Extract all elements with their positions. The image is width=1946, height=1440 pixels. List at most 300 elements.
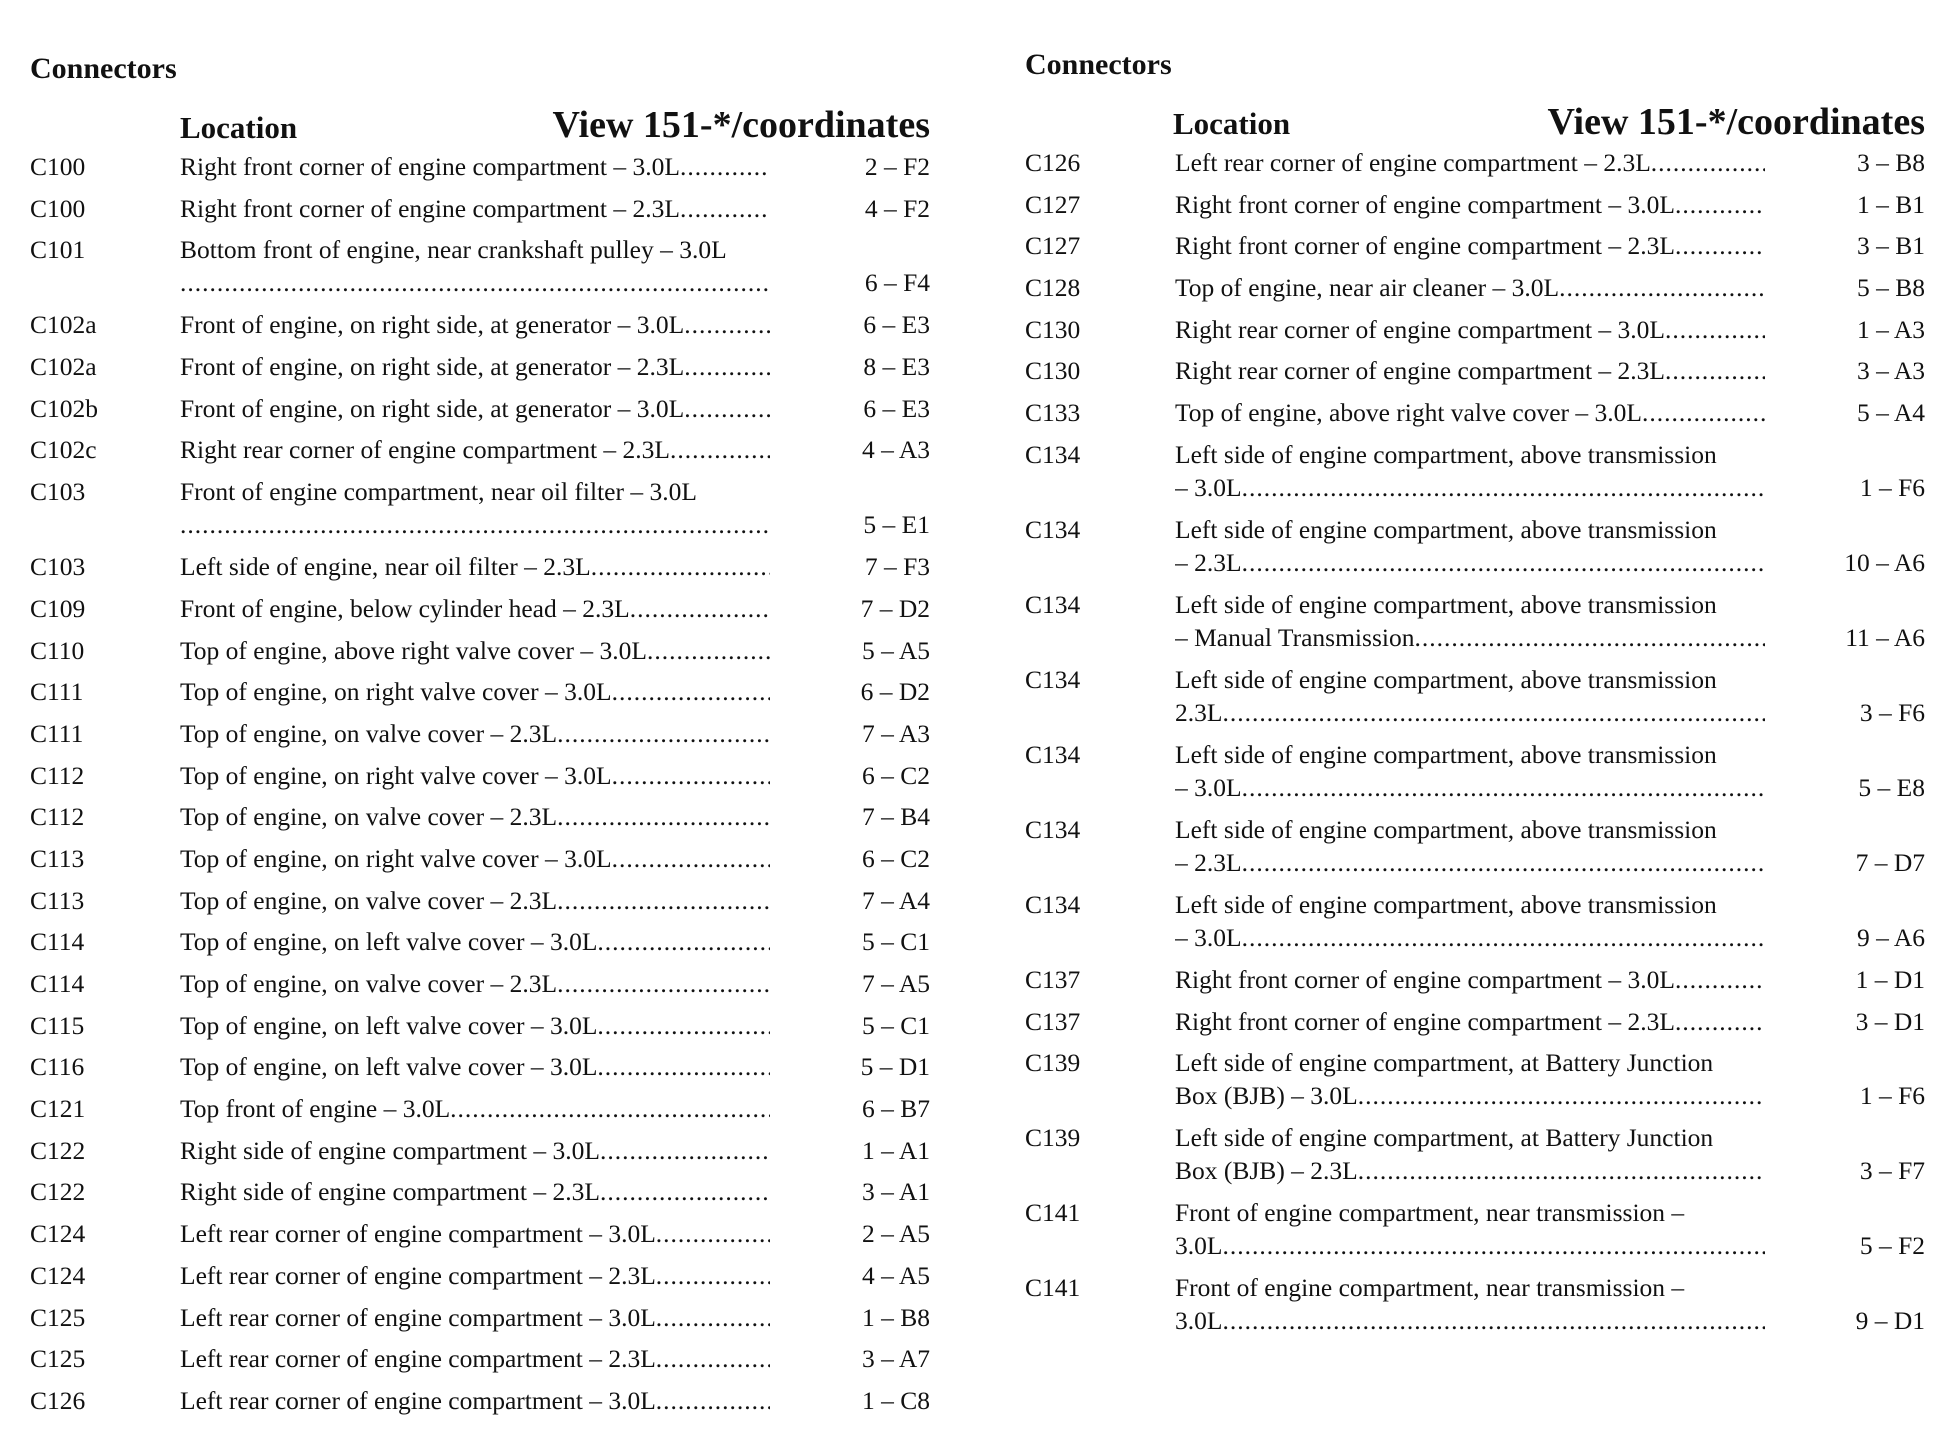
view-coordinate: 3 – A7 [861, 1344, 930, 1374]
location-text: Top front of engine – 3.0L [180, 1094, 451, 1124]
connector-row [30, 350, 930, 392]
view-coordinate: 6 – E3 [863, 393, 930, 423]
dot-leader [597, 925, 770, 958]
dot-leader [1665, 354, 1765, 387]
section-heading: Connectors [1025, 48, 1172, 81]
connector-id: C134 [1025, 439, 1081, 469]
dot-leader [647, 634, 770, 667]
connector-row [30, 717, 930, 759]
location-line [180, 550, 770, 583]
location-text: Right side of engine compartment – 2.3L [180, 1177, 600, 1207]
connector-location [180, 392, 770, 425]
view-coordinate: 5 – C1 [861, 927, 930, 957]
location-line [1175, 396, 1765, 429]
dot-leader [1222, 696, 1765, 729]
connector-location [1175, 229, 1765, 262]
location-line [180, 759, 770, 792]
connector-location [1175, 271, 1765, 304]
location-line [180, 508, 770, 541]
connector-id: C127 [1025, 231, 1081, 261]
connector-id: C141 [1025, 1273, 1081, 1303]
connector-location [1175, 963, 1765, 996]
location-line [1175, 813, 1765, 846]
connector-location [180, 842, 770, 875]
location-line [1175, 1154, 1765, 1187]
connector-location [1175, 1196, 1765, 1262]
dot-leader [1242, 846, 1765, 879]
location-text: Top of engine, on right valve cover – 3.0L [180, 677, 612, 707]
location-text: Top of engine, above right valve cover – 3.0L [1175, 398, 1642, 428]
location-line [1175, 921, 1765, 954]
location-text: Right front corner of engine compartment – 3.0L [1175, 964, 1675, 994]
dot-leader [180, 266, 770, 299]
dot-leader [656, 1384, 770, 1417]
view-coordinate: 5 – D1 [860, 1052, 930, 1082]
connector-location [180, 1175, 770, 1208]
location-text: Right rear corner of engine compartment – 2.3L [1175, 356, 1665, 386]
connector-row [30, 150, 930, 192]
connector-list [30, 150, 930, 1426]
view-coordinate: 6 – B7 [861, 1094, 930, 1124]
location-line [1175, 771, 1765, 804]
location-text: – 3.0L [1175, 772, 1242, 802]
view-coordinates-column-header: View 151-*/coordinates [1547, 101, 1925, 143]
connector-id: C113 [30, 885, 85, 915]
connector-row [1025, 188, 1925, 230]
connector-row [1025, 396, 1925, 438]
view-coordinate: 7 – A4 [861, 885, 930, 915]
dot-leader [656, 1217, 770, 1250]
view-coordinate: 6 – C2 [861, 843, 930, 873]
dot-leader [557, 717, 770, 750]
connector-id: C114 [30, 927, 85, 957]
location-text: Top of engine, on left valve cover – 3.0L [180, 927, 598, 957]
connector-id: C134 [1025, 589, 1081, 619]
connector-row [1025, 271, 1925, 313]
location-text: Left side of engine compartment, above transmission [1175, 514, 1717, 544]
view-coordinate: 2 – F2 [864, 152, 930, 181]
dot-leader [557, 967, 770, 1000]
view-coordinate: 9 – A6 [1856, 922, 1925, 952]
location-line [1175, 1304, 1765, 1337]
view-coordinate: 7 – A3 [861, 718, 930, 748]
view-coordinate: 3 – B1 [1856, 231, 1925, 261]
connector-id: C122 [30, 1177, 86, 1207]
view-coordinate: 2 – A5 [861, 1219, 930, 1249]
connector-row [1025, 738, 1925, 813]
location-text: Right front corner of engine compartment – 2.3L [1175, 1006, 1675, 1036]
location-line [180, 266, 770, 299]
connector-row [30, 967, 930, 1009]
dot-leader [630, 592, 770, 625]
location-line [180, 1134, 770, 1167]
dot-leader [656, 1301, 770, 1334]
connector-id: C102a [30, 352, 97, 382]
connector-row [1025, 813, 1925, 888]
view-coordinate: 1 – D1 [1855, 964, 1925, 994]
connector-id: C127 [1025, 189, 1081, 219]
connector-location [1175, 738, 1765, 804]
location-line [1175, 1229, 1765, 1262]
location-line [180, 884, 770, 917]
connector-row [30, 675, 930, 717]
dot-leader [1675, 963, 1765, 996]
connector-id: C134 [1025, 814, 1081, 844]
location-text: Front of engine compartment, near transmission – [1175, 1198, 1685, 1228]
location-text: Left side of engine compartment, above transmission [1175, 739, 1717, 769]
view-coordinate: 1 – A3 [1856, 314, 1925, 344]
location-line [1175, 663, 1765, 696]
connector-id: C112 [30, 802, 85, 832]
location-text: Left rear corner of engine compartment – 3.0L [180, 1219, 656, 1249]
view-coordinate: 11 – A6 [1845, 622, 1925, 652]
location-line [180, 925, 770, 958]
connector-id: C130 [1025, 314, 1081, 344]
location-line [1175, 738, 1765, 771]
connector-location [180, 634, 770, 667]
connector-location [180, 1134, 770, 1167]
connector-location [1175, 1046, 1765, 1112]
connector-id: C111 [30, 677, 84, 707]
location-line [180, 675, 770, 708]
connector-location [1175, 813, 1765, 879]
dot-leader [1642, 396, 1765, 429]
connector-location [1175, 188, 1765, 221]
connector-location [1175, 588, 1765, 654]
connector-row [30, 925, 930, 967]
location-text: Left side of engine, near oil filter – 2.3L [180, 552, 591, 582]
connector-location [180, 150, 770, 183]
dot-leader [670, 433, 770, 466]
connector-row [30, 1259, 930, 1301]
view-coordinate: 1 – F6 [1859, 472, 1925, 502]
connector-location [1175, 354, 1765, 387]
location-text: Left side of engine compartment, above transmission [1175, 814, 1717, 844]
location-line [180, 475, 770, 508]
location-text: Right rear corner of engine compartment – 3.0L [1175, 314, 1665, 344]
connector-id: C137 [1025, 964, 1081, 994]
view-coordinate: 3 – A1 [861, 1177, 930, 1207]
location-text: Left side of engine compartment, above transmission [1175, 664, 1717, 694]
connector-row [1025, 1005, 1925, 1047]
connector-id: C103 [30, 477, 86, 507]
connector-id: C126 [30, 1385, 86, 1415]
connector-row [30, 433, 930, 475]
dot-leader [656, 1342, 770, 1375]
location-line [1175, 963, 1765, 996]
location-text: Left side of engine compartment, above transmission [1175, 439, 1717, 469]
location-line [1175, 1196, 1765, 1229]
connector-id: C102b [30, 393, 99, 423]
connector-row [1025, 1121, 1925, 1196]
location-text: 3.0L [1175, 1231, 1223, 1261]
connector-location [180, 884, 770, 917]
location-text: Left rear corner of engine compartment – 3.0L [180, 1302, 656, 1332]
connector-location [1175, 313, 1765, 346]
view-coordinate: 7 – B4 [861, 802, 930, 832]
location-text: 3.0L [1175, 1306, 1223, 1336]
location-text: Top of engine, on valve cover – 2.3L [180, 718, 558, 748]
view-coordinate: 1 – A1 [861, 1135, 930, 1165]
connector-id: C102c [30, 435, 97, 465]
connector-row [30, 392, 930, 434]
connector-row [1025, 313, 1925, 355]
location-line [180, 592, 770, 625]
location-line [180, 308, 770, 341]
connector-id: C100 [30, 193, 86, 223]
location-line [1175, 513, 1765, 546]
location-text: Top of engine, on valve cover – 2.3L [180, 802, 558, 832]
location-line [180, 433, 770, 466]
view-coordinate: 5 – C1 [861, 1010, 930, 1040]
dot-leader [1242, 546, 1765, 579]
location-line [1175, 588, 1765, 621]
connector-location [180, 1301, 770, 1334]
location-text: Top of engine, on left valve cover – 3.0L [180, 1010, 598, 1040]
location-text: Box (BJB) – 2.3L [1175, 1156, 1358, 1186]
location-text: – 2.3L [1175, 847, 1242, 877]
location-line [180, 717, 770, 750]
dot-leader [612, 675, 770, 708]
connector-id: C110 [30, 635, 85, 665]
location-line [180, 233, 770, 266]
connector-id: C122 [30, 1135, 86, 1165]
connector-id: C139 [1025, 1123, 1081, 1153]
location-text: Front of engine, below cylinder head – 2.3L [180, 593, 630, 623]
connector-location [180, 759, 770, 792]
location-text: – Manual Transmission [1175, 622, 1415, 652]
dot-leader [684, 350, 770, 383]
connector-row [30, 592, 930, 634]
connector-location [180, 675, 770, 708]
view-coordinate: 5 – A5 [861, 635, 930, 665]
location-text: Top of engine, above right valve cover – 3.0L [180, 635, 647, 665]
location-text: Top of engine, on valve cover – 2.3L [180, 885, 558, 915]
view-coordinate: 5 – B8 [1856, 273, 1925, 303]
view-coordinate: 5 – E8 [1858, 772, 1925, 802]
location-line [1175, 696, 1765, 729]
view-coordinate: 7 – A5 [861, 969, 930, 998]
connector-location [180, 308, 770, 341]
connector-id: C128 [1025, 273, 1081, 303]
location-text: Left rear corner of engine compartment – 2.3L [180, 1260, 656, 1290]
connector-id: C111 [30, 718, 84, 748]
connector-id: C112 [30, 760, 85, 790]
dot-leader [1651, 146, 1765, 179]
connector-location [1175, 438, 1765, 504]
location-line [1175, 1005, 1765, 1038]
location-text: – 2.3L [1175, 547, 1242, 577]
connector-location [180, 1384, 770, 1417]
connector-location [180, 717, 770, 750]
location-line [180, 1050, 770, 1083]
view-coordinate: 3 – F7 [1859, 1156, 1925, 1186]
dot-leader [1242, 771, 1765, 804]
location-line [1175, 188, 1765, 221]
dot-leader [591, 550, 770, 583]
dot-leader [680, 150, 770, 183]
view-coordinate: 7 – F3 [864, 552, 930, 582]
dot-leader [600, 1175, 770, 1208]
connector-row [30, 1175, 930, 1217]
dot-leader [597, 1009, 770, 1042]
connector-location [1175, 513, 1765, 579]
view-coordinate: 4 – A3 [861, 435, 930, 465]
dot-leader [612, 842, 770, 875]
connector-location [180, 1342, 770, 1375]
location-text: Left rear corner of engine compartment – 2.3L [180, 1344, 656, 1374]
connector-id: C134 [1025, 664, 1081, 694]
connector-row [1025, 438, 1925, 513]
connector-id: C141 [1025, 1198, 1081, 1228]
connector-row [30, 884, 930, 926]
connector-row [1025, 888, 1925, 963]
location-line [180, 967, 770, 1000]
connector-location [1175, 663, 1765, 729]
section-heading: Connectors [30, 52, 177, 85]
location-text: 2.3L [1175, 697, 1223, 727]
dot-leader [557, 800, 770, 833]
view-coordinate: 3 – B8 [1856, 148, 1925, 177]
connector-row [30, 308, 930, 350]
dot-leader [1358, 1079, 1765, 1112]
connector-id: C103 [30, 552, 86, 582]
connector-id: C137 [1025, 1006, 1081, 1036]
connector-row [30, 1301, 930, 1343]
connector-location [180, 550, 770, 583]
connector-row [1025, 354, 1925, 396]
dot-leader [1358, 1154, 1765, 1187]
location-line [1175, 146, 1765, 179]
connector-row [1025, 963, 1925, 1005]
view-coordinate: 1 – B8 [861, 1302, 930, 1332]
location-text: Front of engine, on right side, at generator – 2.3L [180, 352, 685, 382]
view-coordinate: 1 – B1 [1856, 189, 1925, 219]
connector-id: C125 [30, 1302, 86, 1332]
location-text: Left side of engine compartment, at Battery Junction [1175, 1048, 1714, 1078]
connector-location [1175, 1005, 1765, 1038]
connector-location [180, 1217, 770, 1250]
connector-id: C116 [30, 1052, 85, 1082]
connector-row [30, 1384, 930, 1426]
connector-row [30, 475, 930, 550]
connector-location [180, 1050, 770, 1083]
dot-leader [1559, 271, 1765, 304]
view-coordinate: 4 – A5 [861, 1260, 930, 1290]
dot-leader [1675, 1005, 1765, 1038]
dot-leader [656, 1259, 770, 1292]
connector-location [180, 592, 770, 625]
connector-row [30, 550, 930, 592]
connector-row [30, 1009, 930, 1051]
connector-location [1175, 396, 1765, 429]
location-line [1175, 1271, 1765, 1304]
connector-id: C130 [1025, 356, 1081, 386]
connector-location [180, 475, 770, 541]
location-column-header: Location [180, 110, 298, 145]
location-text: Right rear corner of engine compartment – 2.3L [180, 435, 670, 465]
location-line [180, 350, 770, 383]
view-coordinate: 7 – D7 [1855, 847, 1925, 877]
dot-leader [597, 1050, 770, 1083]
dot-leader [612, 759, 770, 792]
connector-row [30, 1134, 930, 1176]
location-column-header: Location [1173, 106, 1291, 141]
location-text: Right side of engine compartment – 3.0L [180, 1135, 600, 1165]
view-coordinate: 6 – C2 [861, 760, 930, 790]
location-text: Top of engine, on right valve cover – 3.0L [180, 843, 612, 873]
location-line [180, 800, 770, 833]
dot-leader [684, 308, 770, 341]
dot-leader [1414, 621, 1765, 654]
connector-row [30, 842, 930, 884]
connector-row [30, 759, 930, 801]
connector-location [180, 192, 770, 225]
location-line [1175, 313, 1765, 346]
connector-row [30, 1342, 930, 1384]
location-text: Box (BJB) – 3.0L [1175, 1081, 1358, 1111]
dot-leader [684, 392, 770, 425]
location-text: Left rear corner of engine compartment – 3.0L [180, 1385, 656, 1415]
location-line [180, 1217, 770, 1250]
location-text: – 3.0L [1175, 472, 1242, 502]
location-text: – 3.0L [1175, 922, 1242, 952]
connector-id: C124 [30, 1260, 86, 1290]
connector-row [1025, 229, 1925, 271]
connector-row [1025, 663, 1925, 738]
connector-id: C134 [1025, 889, 1081, 919]
location-text: Left rear corner of engine compartment – 2.3L [1175, 148, 1651, 177]
view-coordinates-column-header: View 151-*/coordinates [552, 104, 930, 146]
view-coordinate: 6 – D2 [860, 677, 930, 707]
location-line [1175, 1079, 1765, 1112]
dot-leader [1665, 313, 1765, 346]
connector-location [1175, 1271, 1765, 1337]
location-text: Top of engine, on valve cover – 2.3L [180, 969, 558, 998]
view-coordinate: 3 – D1 [1855, 1006, 1925, 1036]
location-line [1175, 1046, 1765, 1079]
location-text: Front of engine, on right side, at generator – 3.0L [180, 310, 685, 340]
connector-location [180, 925, 770, 958]
connector-id: C134 [1025, 739, 1081, 769]
location-line [180, 1259, 770, 1292]
view-coordinate: 10 – A6 [1844, 547, 1925, 577]
dot-leader [1242, 921, 1765, 954]
connector-location [1175, 146, 1765, 179]
location-line [1175, 621, 1765, 654]
view-coordinate: 6 – E3 [863, 310, 930, 340]
connector-id: C100 [30, 152, 86, 181]
location-text: Top of engine, near air cleaner – 3.0L [1175, 273, 1560, 303]
view-coordinate: 5 – A4 [1856, 398, 1925, 428]
location-line [1175, 271, 1765, 304]
location-line [1175, 888, 1765, 921]
location-line [180, 1301, 770, 1334]
connector-row [1025, 513, 1925, 588]
view-coordinate: 6 – F4 [864, 268, 930, 298]
location-line [180, 1175, 770, 1208]
connector-location [180, 350, 770, 383]
connector-list [1025, 146, 1925, 1346]
connector-row [30, 1092, 930, 1134]
dot-leader [600, 1134, 770, 1167]
location-line [180, 842, 770, 875]
location-text: Left side of engine compartment, at Battery Junction [1175, 1123, 1714, 1153]
view-coordinate: 1 – C8 [861, 1385, 930, 1415]
location-line [1175, 471, 1765, 504]
location-text: Bottom front of engine, near crankshaft pulley – 3.0L [180, 235, 727, 265]
connector-id: C114 [30, 969, 85, 998]
